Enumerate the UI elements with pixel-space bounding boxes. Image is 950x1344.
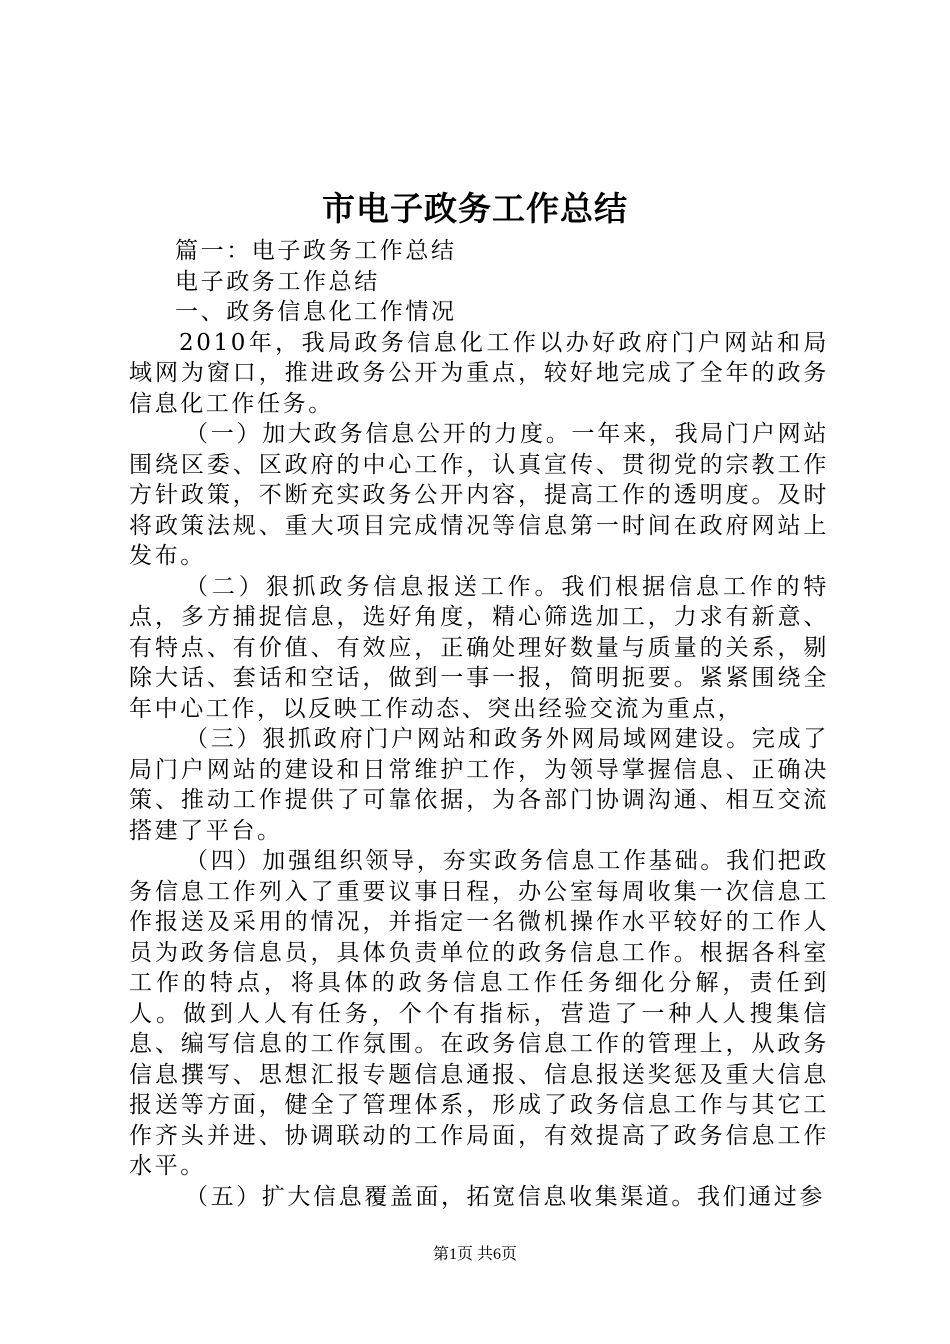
paragraph-intro: 2010年，我局政务信息化工作以办好政府门户网站和局域网为窗口，推进政务公开为重点，较好地完成了全年的政务信息化工作任务。 [129, 329, 829, 417]
paragraph-item-5: （五）扩大信息覆盖面，拓宽信息收集渠道。我们通过参 [185, 1183, 825, 1210]
page-number-footer: 第1页 共6页 [432, 1246, 517, 1263]
paragraph-item-2: （二）狠抓政务信息报送工作。我们根据信息工作的特点，多方捕捉信息，选好角度，精心筛选加工，力求有新意、有特点、有价值、有效应，正确处理好数量与质量的关系，剔除大话、套话和空话，做到一事一报，简明扼要。紧紧围绕全年中心工作，以反映工作动态、突出经验交流为重点， [129, 573, 829, 722]
part-heading: 篇一：电子政务工作总结 [175, 238, 457, 264]
subtitle-heading: 电子政务工作总结 [175, 268, 380, 295]
paragraph-item-1: （一）加大政务信息公开的力度。一年来，我局门户网站围绕区委、区政府的中心工作，认真宣传、贯彻党的宗教工作方针政策，不断充实政务公开内容，提高工作的透明度。及时将政策法规、重大项目完成情况等信息第一时间在政府网站上发布。 [129, 421, 829, 569]
document-title: 市电子政务工作总结 [322, 189, 628, 228]
paragraph-item-3: （三）狠抓政府门户网站和政务外网局域网建设。完成了局门户网站的建设和日常维护工作，为领导掌握信息、正确决策、推动工作提供了可靠依据，为各部门协调沟通、相互交流搭建了平台。 [129, 726, 829, 844]
section-heading: 一、政务信息化工作情况 [175, 299, 457, 325]
document-body [129, 236, 829, 1212]
paragraph-item-4: （四）加强组织领导，夯实政务信息工作基础。我们把政务信息工作列入了重要议事日程，办公室每周收集一次信息工作报送及采用的情况，并指定一名微机操作水平较好的工作人员为政务信息员，具体负责单位的政务信息工作。根据各科室工作的特点，将具体的政务信息工作任务细化分解，责任到人。做到人人有任务，个个有指标，营造了一种人人搜集信息、编写信息的工作氛围。在政务信息工作的管理上，从政务信息撰写、思想汇报专题信息通报、信息报送奖惩及重大信息报送等方面，健全了管理体系，形成了政务信息工作与其它工作齐头并进、协调联动的工作局面，有效提高了政务信息工作水平。 [129, 848, 829, 1179]
